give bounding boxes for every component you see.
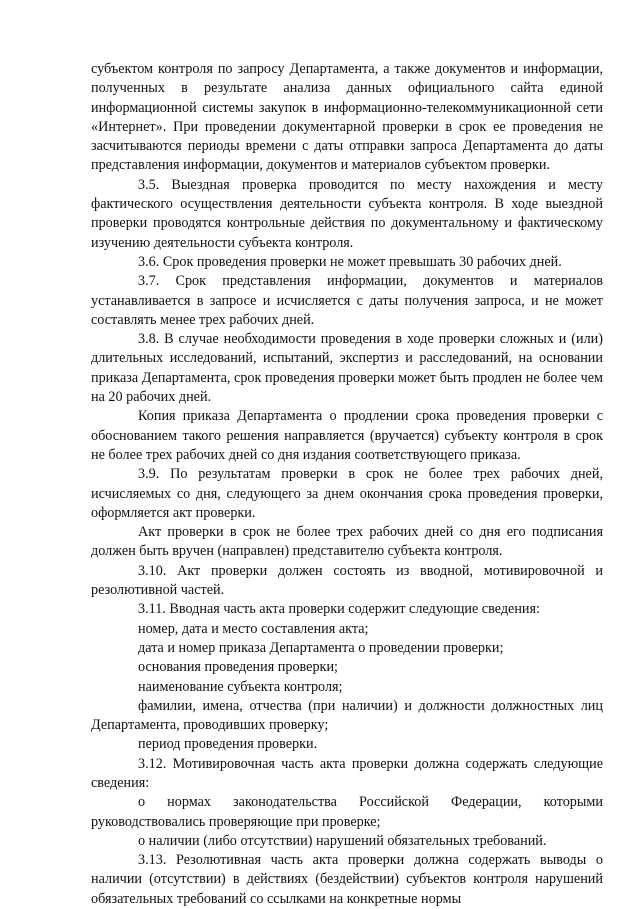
list-item-act-number: номер, дата и место составления акта; <box>138 620 369 637</box>
paragraph-order-copy: Копия приказа Департамента о продлении срока проведения проверки с обоснованием такого решения направляется (вручается) субъекту контроля в срок не более трех рабочих дней со дня издания соответствующего приказа. <box>91 408 603 463</box>
paragraph-3-7: 3.7. Срок представления информации, документов и материалов устанавливается в запросе и исчисляется с даты получения запроса, и не может составлять менее трех рабочих дней. <box>91 273 603 328</box>
paragraph-act-delivery: Акт проверки в срок не более трех рабочих дней со дня его подписания должен быть вручен (направлен) представителю субъекта контроля. <box>91 524 603 560</box>
paragraph-3-10: 3.10. Акт проверки должен состоять из вводной, мотивировочной и резолютивной частей. <box>91 562 603 599</box>
paragraph-3-13: 3.13. Резолютивная часть акта проверки должна содержать выводы о наличии (отсутствии) в действиях (бездействии) субъектов контроля нарушений обязательных требований со ссылками на конкретные нормы <box>91 852 603 907</box>
document-page <box>91 60 603 909</box>
paragraph-3-5: 3.5. Выездная проверка проводится по месту нахождения и месту фактического осуществления деятельности субъекта контроля. В ходе выездной проверки проводятся контрольные действия по документальному и фактическому изучению деятельности субъекта контроля. <box>91 176 603 251</box>
list-item-subject-name: наименование субъекта контроля; <box>138 678 343 695</box>
paragraph-3-12: 3.12. Мотивировочная часть акта проверки должна содержать следующие сведения: <box>91 755 603 791</box>
list-item-legislation: о нормах законодательства Российской Федерации, которыми руководствовались проверяющие при проверке; <box>91 794 603 830</box>
paragraph-3-9: 3.9. По результатам проверки в срок не более трех рабочих дней, исчисляемых со дня, следующего за днем окончания срока проведения проверки, оформляется акт проверки. <box>91 466 603 521</box>
list-item-period: период проведения проверки. <box>138 736 318 753</box>
list-item-order-date: дата и номер приказа Департамента о проведении проверки; <box>138 639 504 656</box>
list-item-violations: о наличии (либо отсутствии) нарушений обязательных требований. <box>138 832 547 849</box>
list-item-grounds: основания проведения проверки; <box>138 659 338 676</box>
paragraph-3-11: 3.11. Вводная часть акта проверки содержит следующие сведения: <box>138 601 540 618</box>
paragraph-3-8: 3.8. В случае необходимости проведения в ходе проверки сложных и (или) длительных исследований, испытаний, экспертиз и расследований, на основании приказа Департамента, срок проведения проверки может быть продлен не более чем на 20 рабочих дней. <box>91 331 603 406</box>
paragraph-3-6: 3.6. Срок проведения проверки не может превышать 30 рабочих дней. <box>138 253 562 270</box>
list-item-officials: фамилии, имена, отчества (при наличии) и должности должностных лиц Департамента, проводивших проверку; <box>91 697 603 734</box>
paragraph-continuation: субъектом контроля по запросу Департамента, а также документов и информации, полученных в результате анализа данных официального сайта единой информационной системы закупок в информационно-телекоммуникационной сети «Интернет». При проведении документарной проверки в срок ее проведения не засчитываются периоды времени с даты отправки запроса Департамента до даты представления информации, документов и материалов субъектом проверки. <box>91 61 603 174</box>
